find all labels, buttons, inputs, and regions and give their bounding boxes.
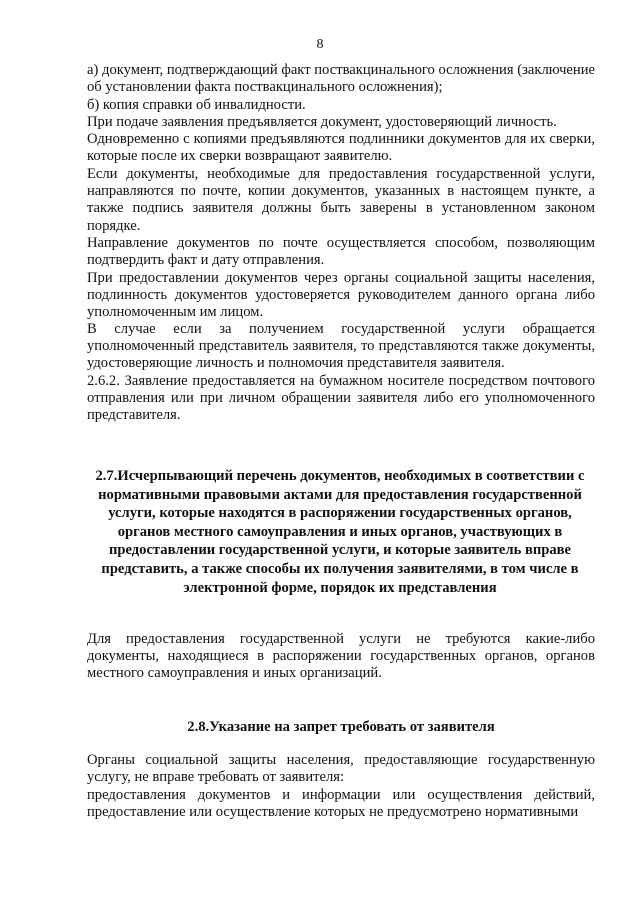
paragraph-originals: Одновременно с копиями предъявляются подлинники документов для их сверки, которые после их сверки возвращают заявителю. xyxy=(87,131,595,165)
section-2-7-text: Для предоставления государственной услуги не требуются какие-либо документы, находящиеся в распоряжении государственных органов, органов местного самоуправления и иных организаций. xyxy=(87,631,595,682)
section-2-8-paragraph-1: Органы социальной защиты населения, предоставляющие государственную услугу, не вправе требовать от заявителя: xyxy=(87,752,595,786)
paragraph-mail-copies: Если документы, необходимые для предоставления государственной услуги, направляются по почте, копии документов, указанных в настоящем пункте, а также подпись заявителя должны быть заверены в установленном законом порядке. xyxy=(87,166,595,234)
paragraph-social-protection: При предоставлении документов через органы социальной защиты населения, подлинность документов удостоверяется руководителем данного органа либо уполномоченным им лицом. xyxy=(87,270,595,321)
paragraph-id-document: При подаче заявления предъявляется документ, удостоверяющий личность. xyxy=(87,114,557,130)
paragraph-mail-method: Направление документов по почте осуществляется способом, позволяющим подтвердить факт и дату отправления. xyxy=(87,235,595,269)
section-2-7-heading: 2.7.Исчерпывающий перечень документов, необходимых в соответствии с нормативными правовыми актами для предоставления государственной услуги, которые находятся в распоряжении государственных органов, органов местного самоуправления и иных органов, участвующих в предоставлении государственной услуги, и которые заявитель вправе представить, а также способы их получения заявителями, в том числе в электронной форме, порядок их представления xyxy=(95,468,585,596)
paragraph-2-6-2: 2.6.2. Заявление предоставляется на бумажном носителе посредством почтового отправления или при личном обращении заявителя либо его уполномоченного представителя. xyxy=(87,373,595,424)
paragraph-representative: В случае если за получением государственной услуги обращается уполномоченный представитель заявителя, то представляются также документы, удостоверяющие личность и полномочия представителя заявителя. xyxy=(87,321,595,372)
section-2-8-heading: 2.8.Указание на запрет требовать от заявителя xyxy=(187,719,495,735)
page-number: 8 xyxy=(316,37,324,52)
paragraph-b: б) копия справки об инвалидности. xyxy=(87,97,306,113)
paragraph-a: а) документ, подтверждающий факт поствакцинального осложнения (заключение об установлении факта поствакцинального осложнения); xyxy=(87,62,595,96)
section-2-8-paragraph-2: предоставления документов и информации или осуществления действий, предоставление или осуществление которых не предусмотрено нормативными xyxy=(87,787,595,821)
